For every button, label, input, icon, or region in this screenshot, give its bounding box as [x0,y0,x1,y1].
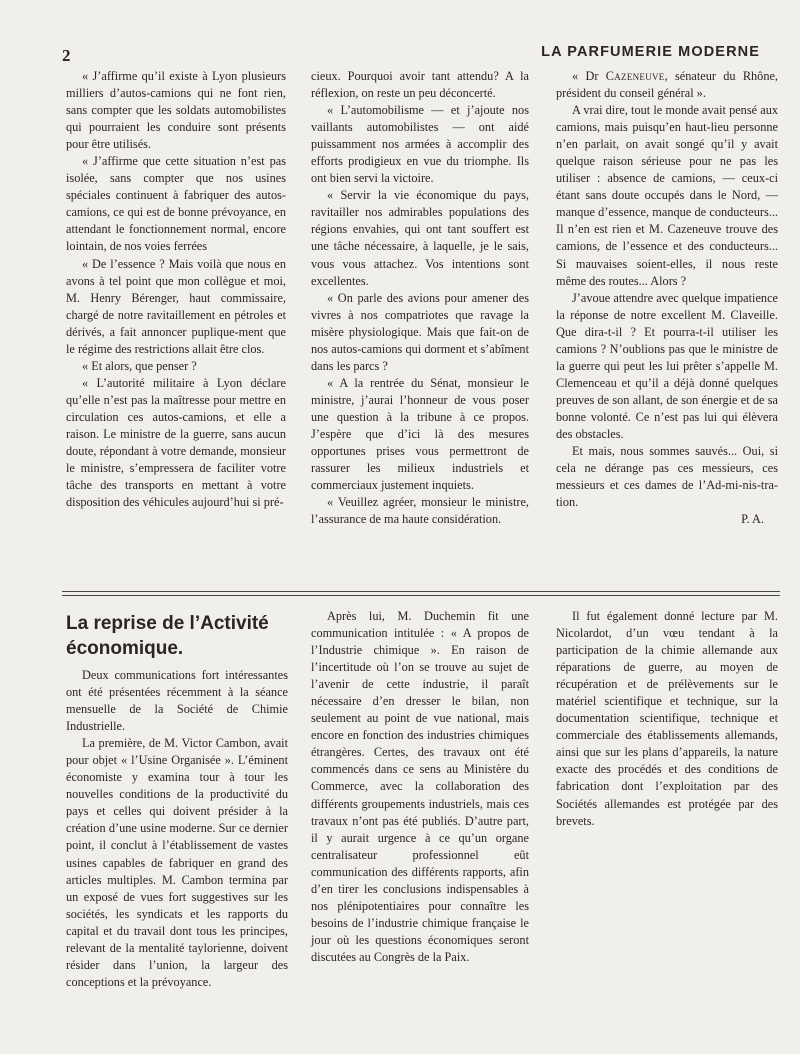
top-column-1 [66,68,286,511]
paragraph: « J’affirme qu’il existe à Lyon plusieurs milliers d’autos-camions qui ne font rien, sans compter que les soldats automobilistes qui pourraient les conduire sont présents pour être utilisés. [66,69,286,152]
divider [62,591,780,592]
paragraph: Après lui, M. Duchemin fit une communication intitulée : « A propos de l’Industrie chimique ». En raison de l’incertitude où l’on se trouve au sujet de l’avenir de cette industrie, il paraît nécessaire d’en dresser le bilan, non seulement au point de vue national, mais encore en fonction des industries chimiques étrangères. Certes, des travaux ont été commencés dans ce sens au Ministère du Commerce, avec la collaboration des différents groupements industriels, mais ces travaux n’ont pas été publiés. D’autre part, il y aurait urgence à ce qu’un organe centralisateur professionnel eût communication des différents rapports, afin d’en tirer les conclusions indispensables à nos plénipotentiaires pour connaître les besoins de l’industrie chimique française le jour où les questions économiques seront discutées au Congrès de la Paix. [311,609,529,964]
signature-name: Cazeneuve [605,69,665,83]
paragraph: Et mais, nous sommes sauvés... Oui, si cela ne dérange pas ces messieurs, ces messieurs et ces dames de l’Ad-mi-nis-tra-tion. [556,444,778,510]
paragraph: « On parle des avions pour amener des vivres à nos compatriotes que ravage la misère physiologique. Mais que fait-on de nos autos-camions qui dorment et s’abîment dans les parcs ? [311,290,529,373]
paragraph: « Servir la vie économique du pays, ravitailler nos admirables populations des régions envahies, qui ont tant souffert est une tâche nécessaire, à laquelle, je le sais, vous vous attachez. Vos intentions sont excellentes. [311,188,529,288]
paragraph: J’avoue attendre avec quelque impatience la réponse de notre excellent M. Claveille. Que dira-t-il ? Et pourra-t-il utiliser les camions ? N’oublions pas que le ministre de la guerre qui peut les lui prêter s’appelle M. Clemenceau et qu’il a déjà donné quelques preuves de son allant, de son énergie et de sa bonne volonté. Ce n’est pas lui qui élèvera des obstacles. [556,290,778,441]
bottom-column-3 [556,608,778,830]
bottom-column-2 [311,608,529,966]
journal-title: LA PARFUMERIE MODERNE [541,44,760,60]
paragraph: Il fut également donné lecture par M. Nicolardot, d’un vœu tendant à la participation de la chimie allemande aux réparations de guerre, au moyen de récupération et de prélèvements sur le matériel scientifique et technique, sur la documentation scientifique, technique et commerciale des établissements allemands, ainsi que sur les plans d’appareils, la nature exacte des procédés et des conditions de fabrication dont l’exploitation par des Sociétés allemandes est protégée par des brevets. [556,609,778,828]
paragraph: « J’affirme que cette situation n’est pas isolée, sans compter que nos usines spéciales continuent à fabriquer des autos-camions, ce qui est de bonne prévoyance, en attendant le fonctionnement normal, encore lointain, de nos voies ferrées [66,154,286,254]
paragraph: A vrai dire, tout le monde avait pensé aux camions, mais puisqu’en haut-lieu personne n’en parlait, on avait songé qu’il y avait quelque raison sérieuse pour ne pas les utiliser : absence de camions, — ceux-ci étant sans doute occupés dans le Nord, — manque d’essence, manque de conducteurs... Il n’en est rien et M. Cazeneuve trouve des camions, de l’essence et des conducteurs... Si mauvaises soient-elles, il nous reste même des routes... Alors ? [556,103,778,288]
paragraph: Deux communications fort intéressantes ont été présentées récemment à la séance mensuelle de la Société de Chimie Industrielle. [66,668,288,734]
paragraph: « L’autorité militaire à Lyon déclare qu’elle n’est pas la maîtresse pour mettre en circulation ces autos-camions, et elle a raison. Le ministre de la guerre, sans aucun doute, répondant à votre demande, monsieur le ministre, s’empressera de faciliter votre tâche des transports en mettant à votre disposition des véhicules aujourd’hui si pré- [66,375,286,510]
top-column-2 [311,68,529,528]
bottom-column-1 [66,611,288,991]
author-initials: P. A. [741,512,764,527]
letter-signature [556,68,778,102]
paragraph: La première, de M. Victor Cambon, avait pour objet « l’Usine Organisée ». L’éminent économiste y examina tour à tour les nouvelles conditions de la productivité du pays et celles qui doivent présider à la création d’une usine moderne. Sur ce dernier point, il conclut à l’établissement de vastes usines capables de fabriquer en grand des articles multiples. M. Cambon termina par un exposé de vues fort suggestives sur les sociétés, les syndicats et les rapports du capital et du travail dont tous les principes, relevant de la mentalité taylorienne, doivent résider dans l’union, la largeur des conceptions et la prévoyance. [66,736,288,989]
page-number: 2 [62,46,71,65]
article-headline: La reprise de l’Activité économique. [66,613,269,659]
paragraph: « L’automobilisme — et j’ajoute nos vaillants automobilistes — ont aidé puissamment nos armées à accomplir des efforts prodigieux en vue du triomphe. Ils ont bien servi la victoire. [311,103,529,186]
divider [62,595,780,596]
paragraph: cieux. Pourquoi avoir tant attendu? A la réflexion, on reste un peu déconcerté. [311,69,529,101]
paragraph: « De l’essence ? Mais voilà que nous en avons à tel point que mon collègue et moi, M. Henry Bérenger, haut commissaire, chargé de notre ravitaillement en pétroles et dérivés, a fait annoncer puplique-ment que le régime des restrictions allait être clos. [66,256,286,356]
paragraph: « Et alors, que penser ? [82,358,197,373]
signature-prefix: « Dr [572,69,606,83]
paragraph: « A la rentrée du Sénat, monsieur le ministre, j’aurai l’honneur de vous poser une question à la tribune à ce propos. J’espère que d’ici là des mesures opportunes prises vous permettront de rassurer les milieux industriels et commerciaux justement inquiets. [311,375,529,493]
signature-rest: , sénateur du Rhône, président du conseil général ». [556,69,778,101]
paragraph: « Veuillez agréer, monsieur le ministre, l’assurance de ma haute considération. [311,495,529,527]
top-column-3 [556,68,778,528]
